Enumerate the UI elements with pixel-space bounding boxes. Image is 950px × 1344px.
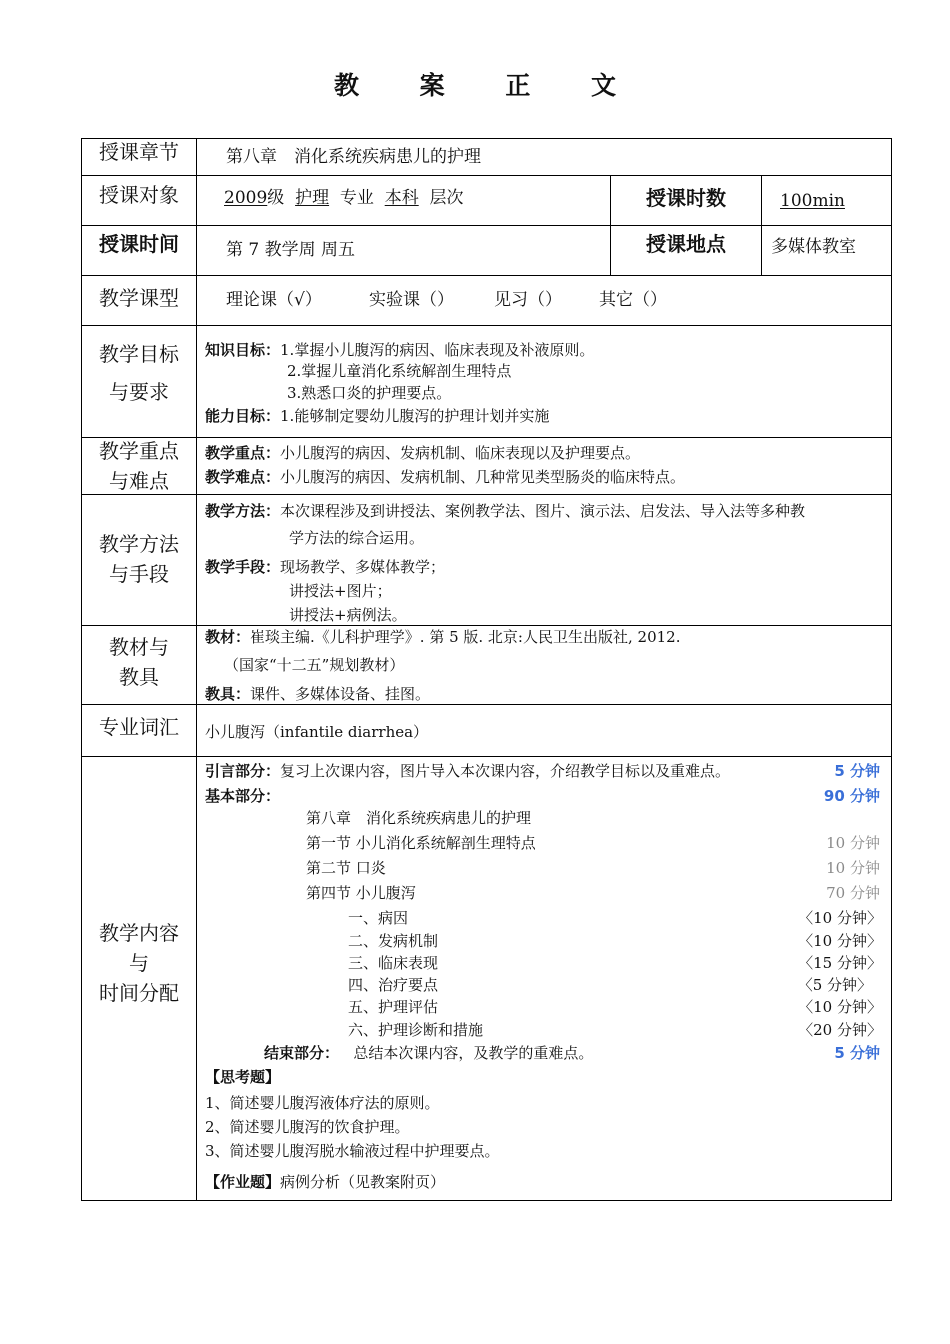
list-item: 一、病因 (348, 909, 409, 927)
hours-value: 100min (780, 191, 845, 211)
question-2: 2、简述婴儿腹泻的饮食护理。 (205, 1118, 410, 1136)
vocab-label: 专业词汇 (99, 715, 179, 739)
place-label: 授课地点 (646, 232, 726, 256)
section-1-time: 10 分钟 (826, 834, 880, 852)
list-item: 三、临床表现 (348, 954, 439, 972)
audience-value: 2009级 护理 专业 本科 层次 (224, 188, 464, 208)
section-2-time: 10 分钟 (826, 859, 880, 877)
list-item-time: 〈10 分钟〉 (798, 932, 882, 950)
list-item-time: 〈5 分钟〉 (797, 976, 872, 994)
basic-part: 基本部分： (205, 787, 281, 805)
hours-label: 授课时数 (646, 186, 726, 210)
section-1: 第一节 小儿消化系统解剖生理特点 (306, 834, 536, 852)
list-item-time: 〈10 分钟〉 (798, 909, 882, 927)
content-label: 教学内容 与 时间分配 (99, 921, 179, 1005)
materials-label: 教材与 教具 (109, 635, 169, 689)
list-item-time: 〈15 分钟〉 (798, 954, 882, 972)
textbook-note: （国家“十二五”规划教材） (224, 656, 405, 674)
section-4-time: 70 分钟 (826, 884, 880, 902)
list-item-time: 〈20 分钟〉 (798, 1021, 882, 1039)
type-option-lab: 实验课（） (369, 290, 454, 310)
teaching-method: 教学方法：本次课程涉及到讲授法、案例教学法、图片、演示法、启发法、导入法等多种教 (205, 502, 806, 520)
methods-label: 教学方法 与手段 (99, 532, 179, 586)
teaching-means: 教学手段：现场教学、多媒体教学； (205, 558, 446, 576)
textbook: 教材：崔琰主编.《儿科护理学》. 第 5 版. 北京:人民卫生出版社, 2012. (205, 628, 681, 646)
section-4: 第四节 小儿腹泻 (306, 884, 416, 902)
section-2: 第二节 口炎 (306, 859, 386, 877)
thinking-heading: 【思考题】 (205, 1068, 281, 1086)
knowledge-goal-2: 2.掌握儿童消化系统解剖生理特点 (287, 362, 512, 380)
teaching-means-2: 讲授法+图片； (289, 582, 392, 600)
vocab-value: 小儿腹泻（infantile diarrhea） (205, 723, 429, 741)
end-part: 结束部分： 总结本次课内容，及教学的重难点。 (264, 1044, 594, 1062)
homework: 【作业题】病例分析（见教案附页） (205, 1173, 446, 1191)
list-item: 六、护理诊断和措施 (348, 1021, 484, 1039)
list-item: 五、护理评估 (348, 998, 439, 1016)
type-label: 教学课型 (99, 286, 179, 310)
knowledge-goal-3: 3.熟悉口炎的护理要点。 (287, 384, 452, 402)
teaching-tools: 教具：课件、多媒体设备、挂图。 (205, 685, 431, 703)
type-option-practice: 见习（） (494, 290, 562, 310)
end-time: 5 分钟 (834, 1044, 880, 1062)
list-item: 二、发病机制 (348, 932, 439, 950)
question-1: 1、简述婴儿腹泻液体疗法的原则。 (205, 1094, 440, 1112)
intro-part: 引言部分：复习上次课内容，图片导入本次课内容，介绍教学目标以及重难点。 (205, 762, 731, 780)
type-option-theory: 理论课（√） (226, 290, 322, 310)
content-chapter: 第八章 消化系统疾病患儿的护理 (306, 809, 532, 827)
intro-time: 5 分钟 (834, 762, 880, 780)
question-3: 3、简述婴儿腹泻脱水输液过程中护理要点。 (205, 1142, 500, 1160)
chapter-label: 授课章节 (99, 140, 179, 164)
teaching-difficulty: 教学难点：小儿腹泻的病因、发病机制、几种常见类型肠炎的临床特点。 (205, 468, 686, 486)
time-label: 授课时间 (99, 232, 179, 256)
time-value: 第 7 教学周 周五 (226, 240, 356, 260)
list-item-time: 〈10 分钟〉 (798, 998, 882, 1016)
list-item: 四、治疗要点 (348, 976, 439, 994)
goals-label: 教学目标 与要求 (99, 342, 179, 404)
place-value: 多媒体教室 (771, 237, 856, 257)
teaching-focus: 教学重点：小儿腹泻的病因、发病机制、临床表现以及护理要点。 (205, 444, 641, 462)
basic-time: 90 分钟 (823, 787, 880, 805)
page-title: 教 案 正 文 (333, 71, 643, 100)
type-option-other: 其它（） (599, 290, 667, 310)
teaching-means-3: 讲授法+病例法。 (289, 606, 407, 624)
keypoints-label: 教学重点 与难点 (99, 439, 179, 493)
knowledge-goal-1: 知识目标：1.掌握小儿腹泻的病因、临床表现及补液原则。 (205, 341, 595, 359)
teaching-method-cont: 学方法的综合运用。 (289, 529, 425, 547)
chapter-value: 第八章 消化系统疾病患儿的护理 (226, 147, 481, 167)
ability-goal: 能力目标：1.能够制定婴幼儿腹泻的护理计划并实施 (205, 407, 550, 425)
audience-label: 授课对象 (99, 183, 179, 207)
